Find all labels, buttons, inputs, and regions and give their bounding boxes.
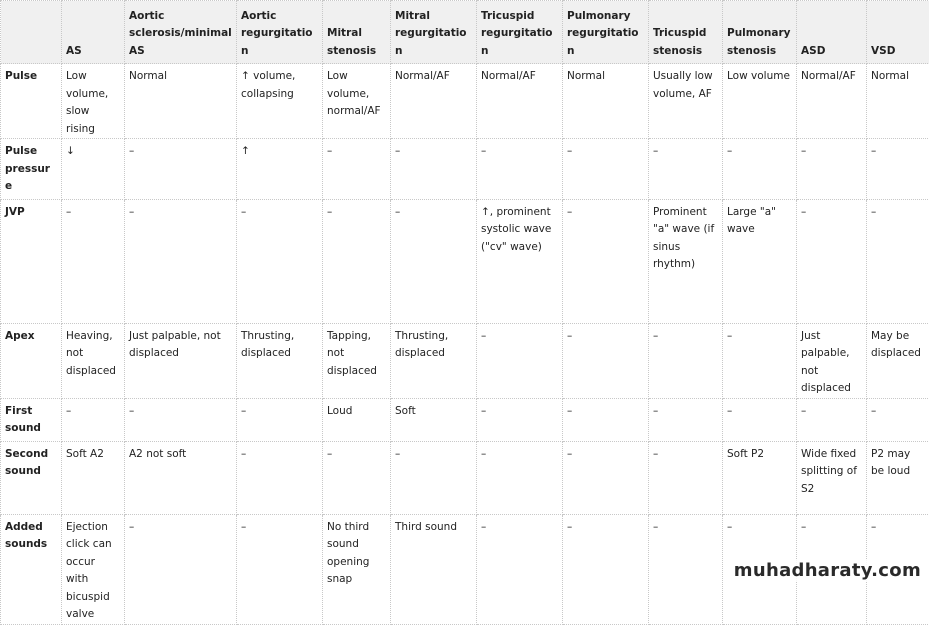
table-cell: – [563, 139, 649, 200]
table-cell: No third sound opening snap [323, 514, 391, 624]
table-cell: – [237, 441, 323, 514]
table-cell: Low volume, slow rising [62, 64, 125, 139]
table-cell: – [649, 139, 723, 200]
table-cell: Normal/AF [477, 64, 563, 139]
table-row-second-sound [1, 441, 929, 514]
col-header-aortic-sclerosis: Aortic sclerosis/minimal AS [125, 1, 237, 64]
row-label: Second sound [1, 441, 62, 514]
col-header-asd: ASD [797, 1, 867, 64]
table-cell: May be displaced [867, 323, 929, 398]
table-row-apex [1, 323, 929, 398]
site-watermark: muhadharaty.com [732, 560, 923, 581]
table-cell: P2 may be loud [867, 441, 929, 514]
table-cell: – [649, 398, 723, 441]
table-cell: – [563, 398, 649, 441]
table-cell: – [723, 139, 797, 200]
table-cell: Large "a" wave [723, 199, 797, 323]
table-cell: – [723, 514, 797, 624]
table-cell: ↓ [62, 139, 125, 200]
table-cell: – [563, 323, 649, 398]
table-cell: – [477, 323, 563, 398]
col-header-mitral-stenosis: Mitral stenosis [323, 1, 391, 64]
table-row-pulse [1, 64, 929, 139]
table-cell: Heaving, not displaced [62, 323, 125, 398]
table-cell: Normal [125, 64, 237, 139]
row-label: Apex [1, 323, 62, 398]
row-label: JVP [1, 199, 62, 323]
col-header-tricuspid-stenosis: Tricuspid stenosis [649, 1, 723, 64]
table-cell: Loud [323, 398, 391, 441]
col-header-pulmonary-stenosis: Pulmonary stenosis [723, 1, 797, 64]
row-label: Pulse pressure [1, 139, 62, 200]
table-cell: – [563, 441, 649, 514]
table-row-jvp [1, 199, 929, 323]
table-cell: Normal [867, 64, 929, 139]
row-label: Pulse [1, 64, 62, 139]
table-row-pulse-pressure [1, 139, 929, 200]
table-row-first-sound [1, 398, 929, 441]
col-header-vsd: VSD [867, 1, 929, 64]
table-cell: Normal [563, 64, 649, 139]
table-cell: A2 not soft [125, 441, 237, 514]
table-cell: – [723, 398, 797, 441]
table-cell: – [649, 514, 723, 624]
table-cell: Usually low volume, AF [649, 64, 723, 139]
table-cell: – [323, 441, 391, 514]
table-cell: – [237, 398, 323, 441]
table-cell: – [237, 199, 323, 323]
table-cell: – [125, 199, 237, 323]
row-label: Added sounds [1, 514, 62, 624]
table-cell: – [867, 514, 929, 624]
table-cell: Third sound [391, 514, 477, 624]
table-cell: – [563, 514, 649, 624]
table-cell: – [797, 139, 867, 200]
table-cell: – [649, 441, 723, 514]
table-cell: – [125, 139, 237, 200]
table-cell: Thrusting, displaced [237, 323, 323, 398]
col-header-pulmonary-regurgitation: Pulmonary regurgitation [563, 1, 649, 64]
table-cell: Low volume, normal/AF [323, 64, 391, 139]
table-cell: Low volume [723, 64, 797, 139]
table-cell: Just palpable, not displaced [125, 323, 237, 398]
col-header-as: AS [62, 1, 125, 64]
header-row [1, 1, 929, 64]
table-cell: Thrusting, displaced [391, 323, 477, 398]
corner-cell [1, 1, 62, 64]
row-label: First sound [1, 398, 62, 441]
table-cell: – [125, 398, 237, 441]
table-cell: Just palpable, not displaced [797, 323, 867, 398]
table-cell: ↑, prominent systolic wave ("cv" wave) [477, 199, 563, 323]
table-cell: – [237, 514, 323, 624]
table-cell: Wide fixed splitting of S2 [797, 441, 867, 514]
table-cell: – [323, 139, 391, 200]
col-header-aortic-regurgitation: Aortic regurgitation [237, 1, 323, 64]
table-cell: – [125, 514, 237, 624]
table-cell: Soft A2 [62, 441, 125, 514]
table-cell: – [797, 514, 867, 624]
table-cell: – [477, 139, 563, 200]
table-cell: Normal/AF [797, 64, 867, 139]
table-cell: – [391, 199, 477, 323]
table-cell: – [867, 139, 929, 200]
table-cell: – [62, 398, 125, 441]
table-cell: ↑ [237, 139, 323, 200]
table-cell: – [723, 323, 797, 398]
table-cell: Soft [391, 398, 477, 441]
table-cell: – [391, 139, 477, 200]
table-cell: – [477, 441, 563, 514]
table-cell: – [563, 199, 649, 323]
table-cell: – [867, 398, 929, 441]
table-cell: – [62, 199, 125, 323]
table-cell: ↑ volume, collapsing [237, 64, 323, 139]
table-cell: Ejection click can occur with bicuspid valve [62, 514, 125, 624]
table-cell: – [477, 398, 563, 441]
table-cell: – [323, 199, 391, 323]
table-cell: Tapping, not displaced [323, 323, 391, 398]
table-cell: Normal/AF [391, 64, 477, 139]
table-cell: – [797, 199, 867, 323]
col-header-mitral-regurgitation: Mitral regurgitation [391, 1, 477, 64]
table-cell: – [391, 441, 477, 514]
table-cell: – [867, 199, 929, 323]
table-cell: Soft P2 [723, 441, 797, 514]
table-cell: – [797, 398, 867, 441]
table-cell: Prominent "a" wave (if sinus rhythm) [649, 199, 723, 323]
table-cell: – [649, 323, 723, 398]
col-header-tricuspid-regurgitation: Tricuspid regurgitation [477, 1, 563, 64]
table-cell: – [477, 514, 563, 624]
